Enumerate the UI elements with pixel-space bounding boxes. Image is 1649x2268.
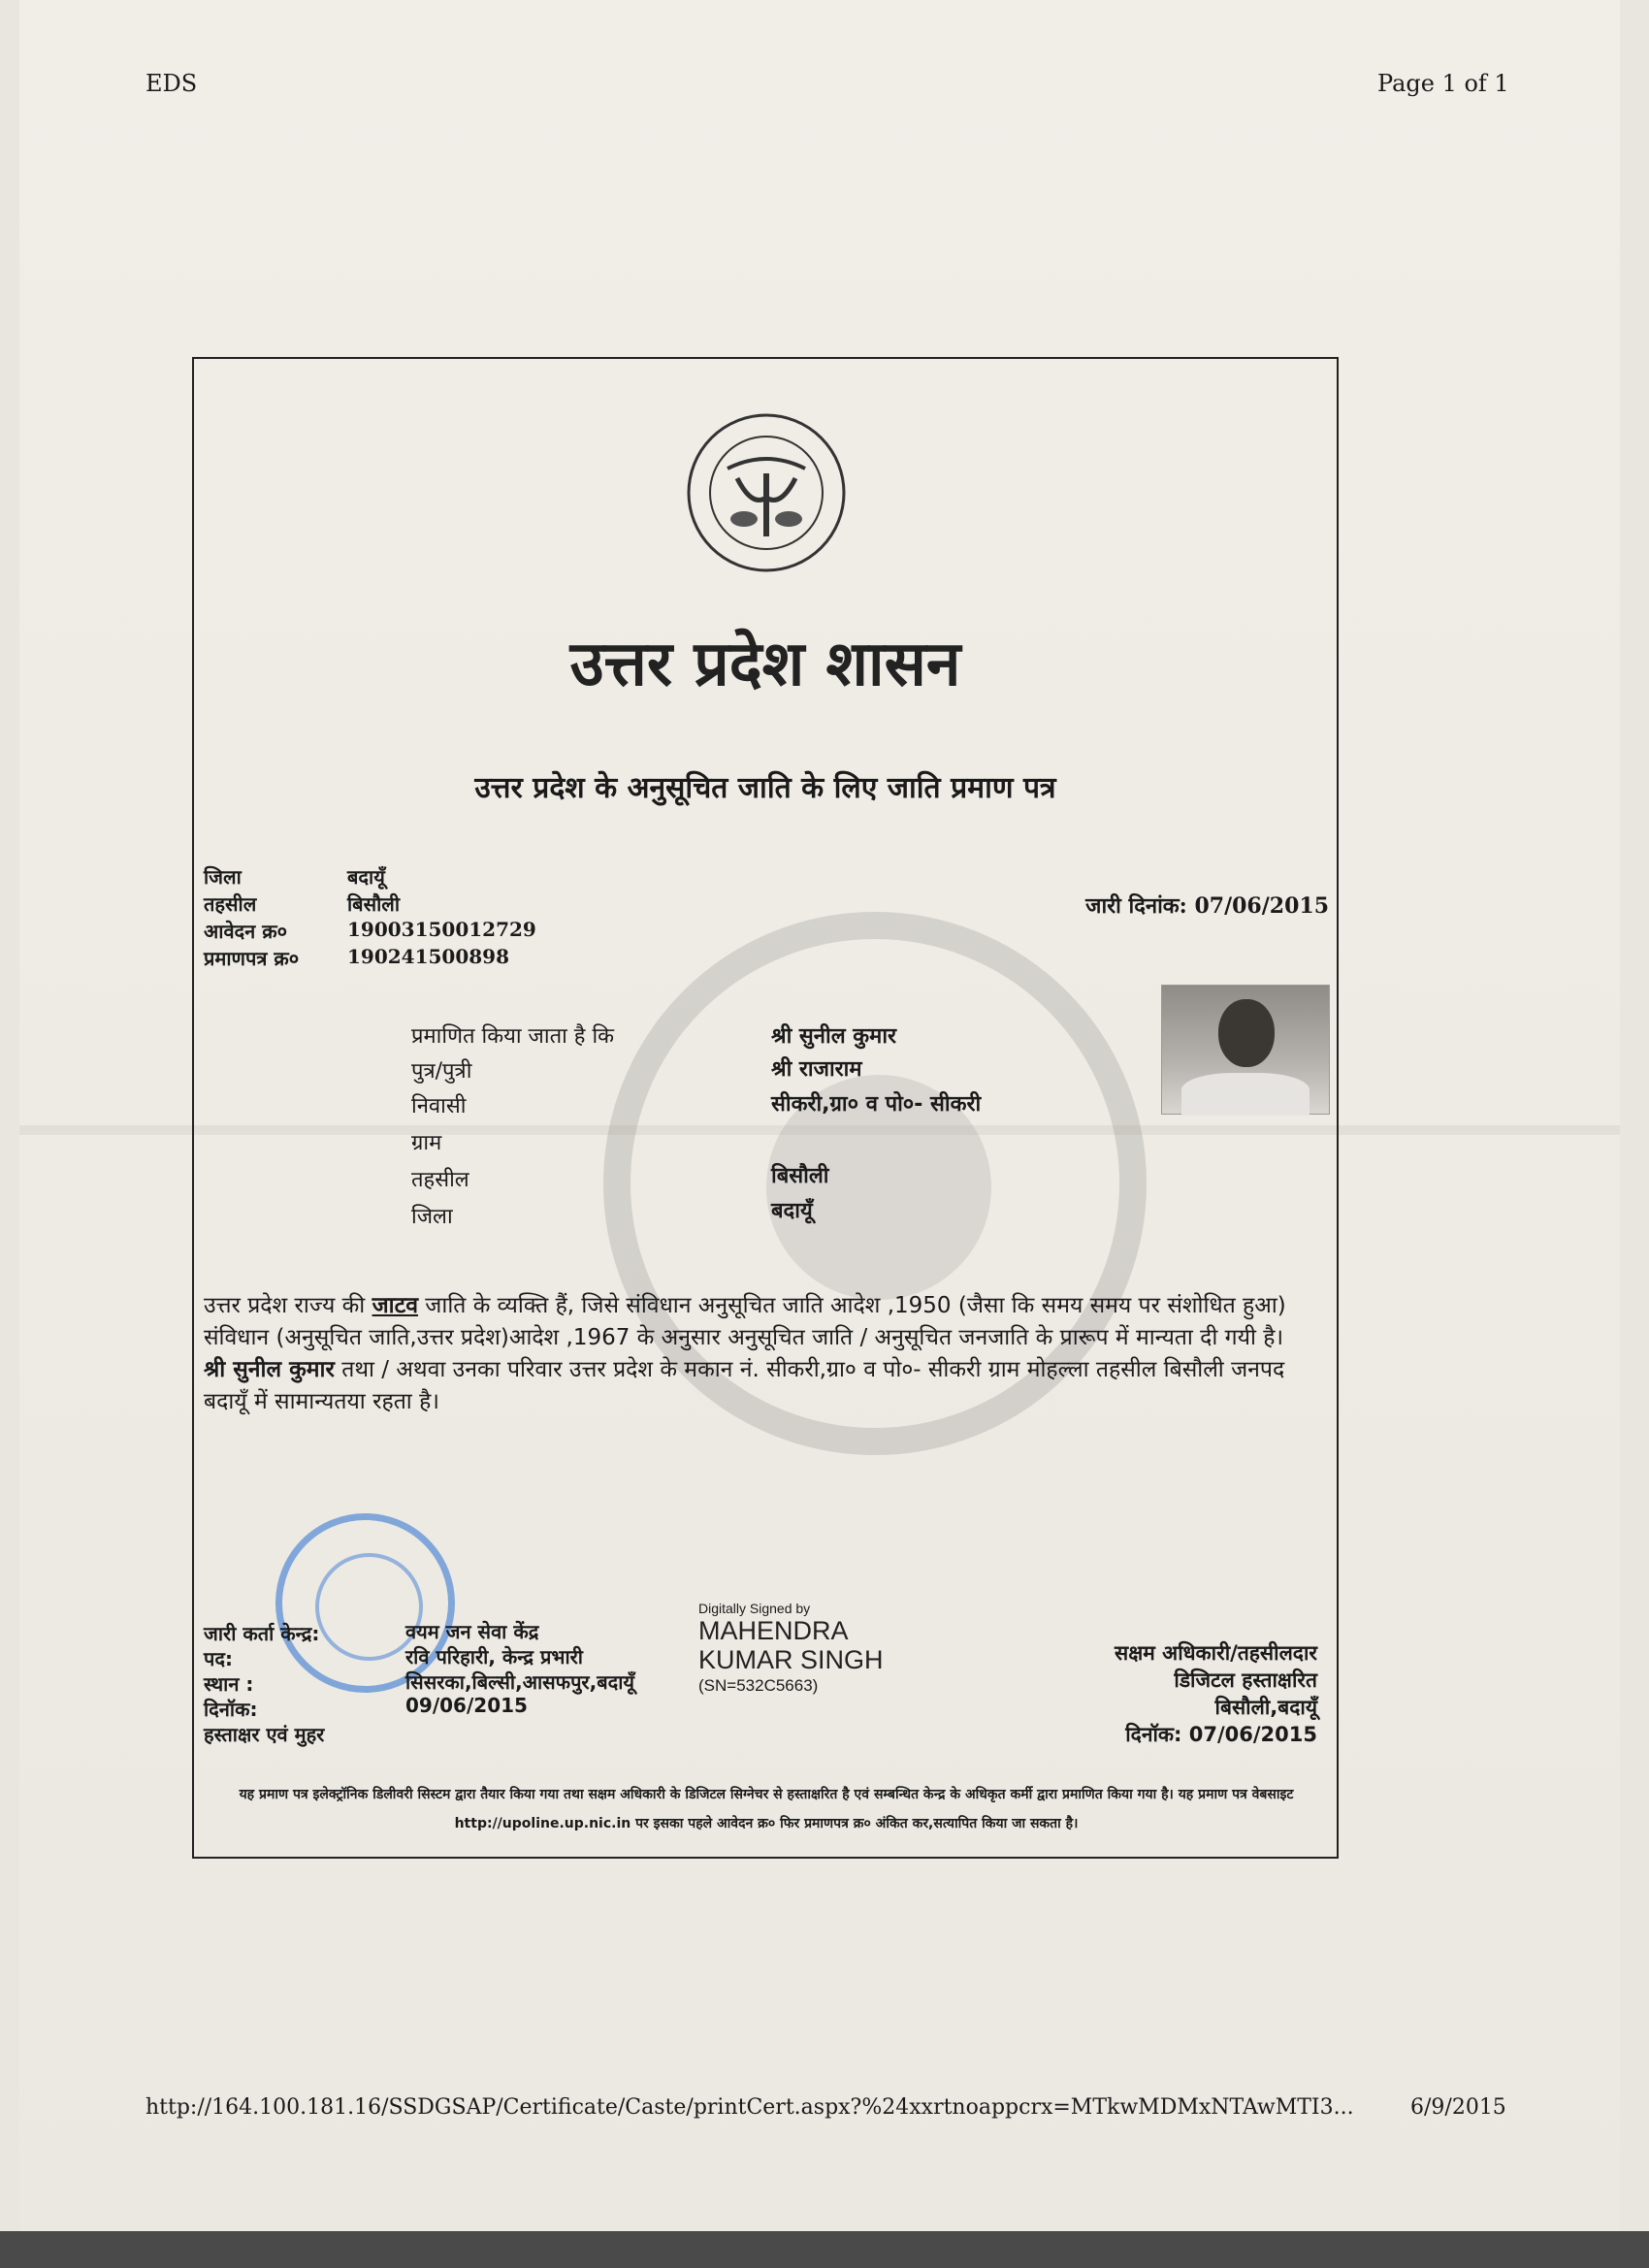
print-page-number: Page 1 of 1 (1377, 70, 1509, 97)
issuer-value: सिसरका,बिल्सी,आसफपुर,बदायूँ (405, 1670, 635, 1694)
issuer-label: स्थान : (204, 1672, 254, 1696)
issuer-label: जारी कर्ता केन्द्र: (204, 1622, 320, 1645)
issue-date: जारी दिनांक: 07/06/2015 (1085, 893, 1329, 919)
caste-name: जाटव (372, 1293, 418, 1318)
holder-name: श्री सुनील कुमार (204, 1357, 335, 1382)
officer-location: बिसौली,बदायूँ (1214, 1696, 1317, 1719)
officer-title: सक्षम अधिकारी/तहसीलदार (1115, 1641, 1317, 1665)
body-paragraph-2: श्री सुनील कुमार तथा / अथवा उनका परिवार उत्तर प्रदेश के मकान नं. सीकरी,ग्रा० व पो०- सीकरी ग्राम मोहल्ला तहसील बिसौली जनपद बदायूँ में सामान्यतया रहता है। (204, 1357, 1285, 1414)
detail-label: प्रमाणित किया जाता है कि (411, 1024, 615, 1049)
print-header-left: EDS (146, 70, 198, 97)
certificate-subtitle: उत्तर प्रदेश के अनुसूचित जाति के लिए जाति प्रमाण पत्र (474, 771, 1056, 805)
digital-sign-serial: (SN=532C5663) (698, 1676, 819, 1695)
meta-value: 19003150012729 (347, 918, 536, 941)
meta-label: आवेदन क्र० (204, 920, 288, 943)
meta-value: बिसौली (347, 892, 401, 916)
certificate-body (204, 1290, 1319, 1418)
state-emblem-icon (684, 410, 849, 575)
issuer-value: रवि परिहारी, केन्द्र प्रभारी (405, 1645, 583, 1669)
detail-label: पुत्र/पुत्री (411, 1059, 472, 1084)
meta-label: प्रमाणपत्र क्र० (204, 947, 300, 970)
officer-sign-note: डिजिटल हस्ताक्षरित (1174, 1669, 1317, 1692)
verification-footnote: यह प्रमाण पत्र इलेक्ट्रॉनिक डिलीवरी सिस्टम द्वारा तैयार किया गया तथा सक्षम अधिकारी के डिजिटल सिग्नेचर से हस्ताक्षरित है एवं सम्बन्धित केन्द्र के अधिकृत कर्मी द्वारा प्रमाणित किया गया है। यह प्रमाण पत्र वेबसाइट http://upoline.up.nic.in पर इसका पहले आवेदन क्र० फिर प्रमाणपत्र क्र० अंकित कर,सत्यापित किया जा सकता है। (239, 1787, 1294, 1831)
government-title: उत्तर प्रदेश शासन (569, 629, 961, 700)
detail-label: तहसील (411, 1168, 469, 1192)
body-paragraph-1: उत्तर प्रदेश राज्य की जाटव जाति के व्यक्ति हैं, जिसे संविधान अनुसूचित जाति आदेश ,1950 (जैसा कि समय समय पर संशोधित हुआ) संविधान (अनुसूचित जाति,उत्तर प्रदेश)आदेश ,1967 के अनुसार अनुसूचित जाति / अनुसूचित जनजाति के प्रारूप में मान्यता दी गयी है। (204, 1293, 1286, 1350)
digital-sign-caption: Digitally Signed by (698, 1601, 811, 1616)
detail-label: ग्राम (411, 1131, 442, 1155)
detail-value: श्री सुनील कुमार (771, 1024, 897, 1049)
meta-value: 190241500898 (347, 945, 509, 968)
detail-value: सीकरी,ग्रा० व पो०- सीकरी (771, 1092, 982, 1117)
issuer-label: दिनॉक: (204, 1698, 258, 1721)
detail-value: श्री राजाराम (771, 1057, 862, 1082)
officer-date: दिनॉक: 07/06/2015 (1125, 1723, 1317, 1746)
scan-edge (0, 2231, 1649, 2268)
applicant-photo (1161, 985, 1330, 1115)
detail-label: निवासी (411, 1094, 467, 1118)
detail-value: बिसौली (771, 1164, 829, 1188)
print-date: 6/9/2015 (1410, 2095, 1506, 2120)
digital-sign-name: KUMAR SINGH (698, 1645, 884, 1674)
digital-sign-name: MAHENDRA (698, 1616, 849, 1645)
issuer-value: 09/06/2015 (405, 1694, 528, 1717)
detail-value: बदायूँ (771, 1199, 813, 1223)
print-url: http://164.100.181.16/SSDGSAP/Certificate/Caste/printCert.aspx?%24xxrtnoappcrx=MTkwMDMxNTAwMTI3... (146, 2095, 1354, 2120)
detail-label: जिला (411, 1205, 453, 1229)
issuer-label: हस्ताक्षर एवं मुहर (204, 1723, 325, 1746)
issuer-label: पद: (204, 1647, 233, 1670)
meta-value: बदायूँ (347, 865, 385, 889)
meta-label: तहसील (204, 892, 257, 916)
meta-label: जिला (204, 865, 242, 889)
certificate-frame (192, 357, 1339, 1859)
issuer-value: वयम जन सेवा केंद्र (405, 1620, 539, 1643)
